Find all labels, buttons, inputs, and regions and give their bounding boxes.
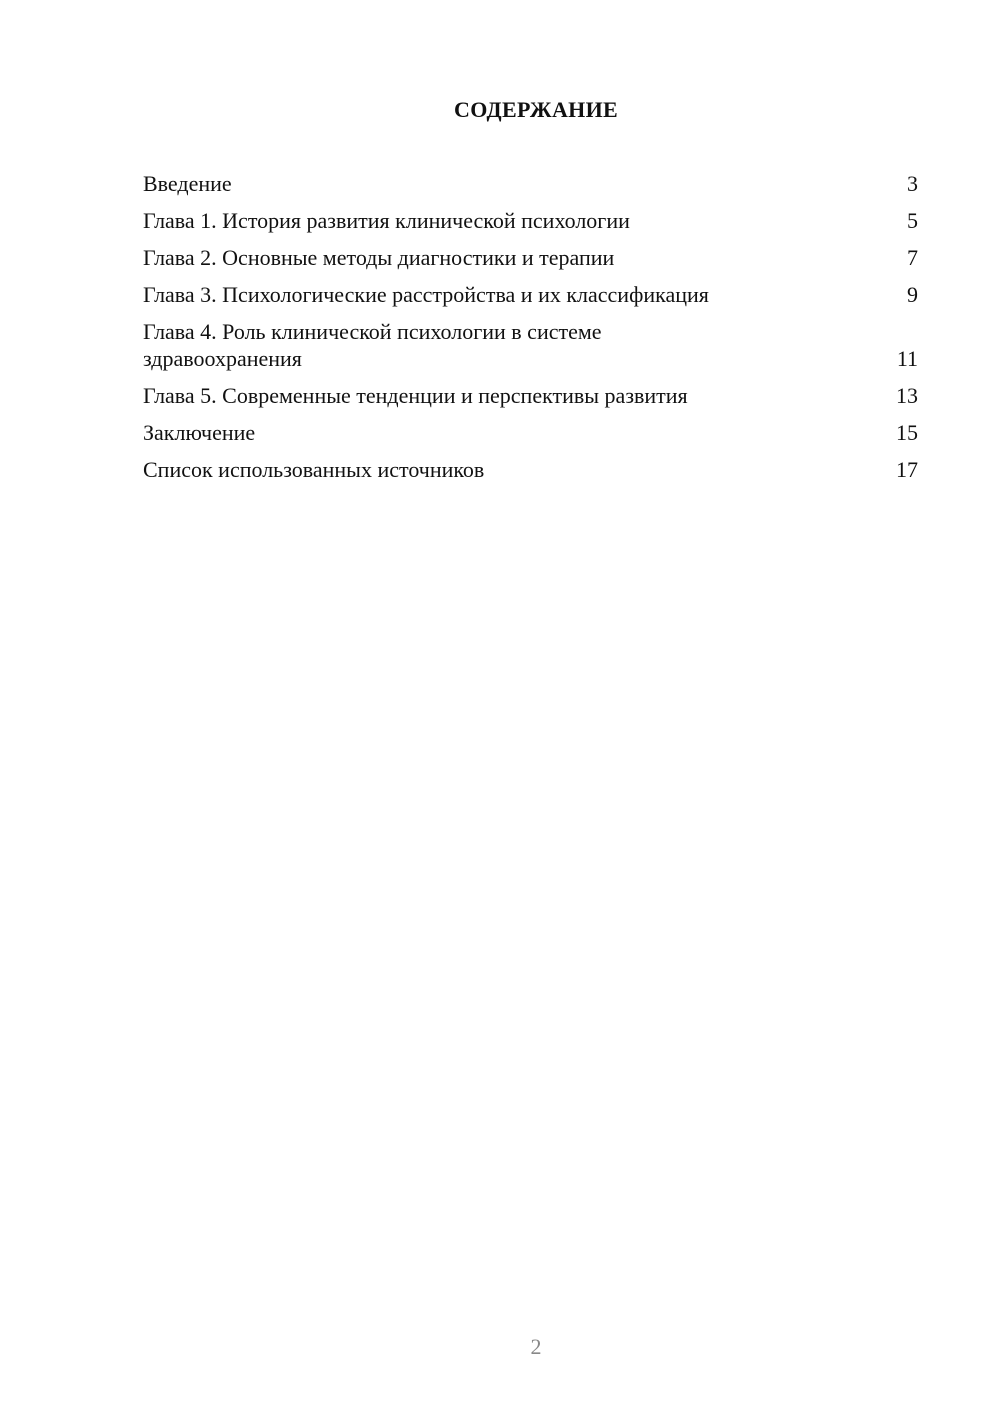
toc-item-label: Глава 2. Основные методы диагностики и терапии xyxy=(143,245,615,270)
toc-item-page: 13 xyxy=(896,383,918,408)
toc-item-label: Глава 4. Роль клинической психологии в системе здравоохранения xyxy=(143,319,602,371)
toc-item-label: Глава 3. Психологические расстройства и их классификация xyxy=(143,282,709,307)
toc-item-label: Список использованных источников xyxy=(143,457,485,482)
toc-item xyxy=(143,382,918,409)
toc-item xyxy=(143,318,918,372)
toc-item-page: 17 xyxy=(896,457,918,482)
toc-item-label: Глава 5. Современные тенденции и перспективы развития xyxy=(143,383,688,408)
toc-item-page: 7 xyxy=(907,245,918,270)
toc-item xyxy=(143,244,918,271)
toc-item-page: 15 xyxy=(896,420,918,445)
page-number: 2 xyxy=(530,1334,542,1359)
toc-item-page: 5 xyxy=(907,208,918,233)
toc-item xyxy=(143,281,918,308)
toc-item xyxy=(143,170,918,197)
toc-item-page: 3 xyxy=(907,171,918,196)
toc-item-label: Глава 1. История развития клинической психологии xyxy=(143,208,630,233)
toc-item-page: 9 xyxy=(907,282,918,307)
toc-item xyxy=(143,456,918,483)
toc-item-label: Введение xyxy=(143,171,232,196)
toc-item xyxy=(143,207,918,234)
toc-item-label: Заключение xyxy=(143,420,256,445)
toc-item-page: 11 xyxy=(896,346,918,371)
toc-title: СОДЕРЖАНИЕ xyxy=(454,97,618,122)
toc-list xyxy=(143,170,918,493)
toc-item xyxy=(143,419,918,446)
